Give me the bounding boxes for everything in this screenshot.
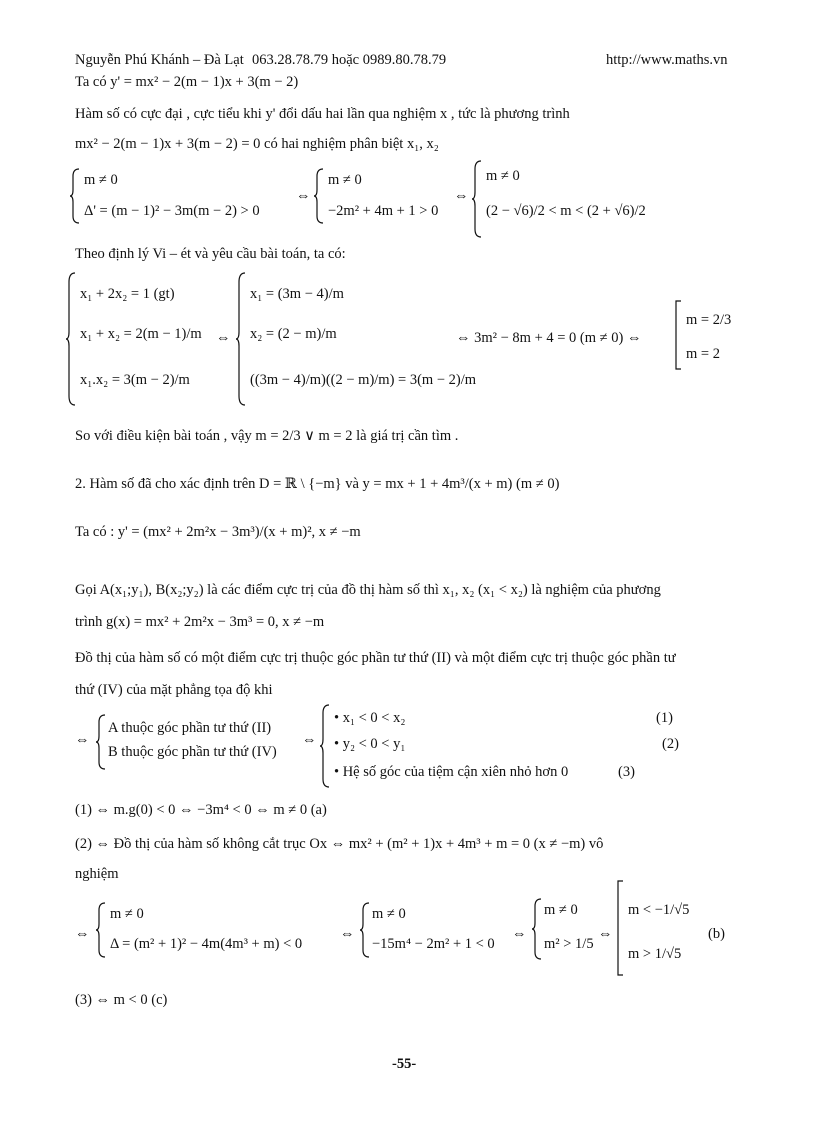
quad-line2: B thuộc góc phần tư thứ (IV)	[108, 744, 277, 760]
equiv-symbol: ⇔	[454, 188, 469, 204]
brace-icon	[360, 902, 370, 958]
quad-line1: A thuộc góc phần tư thứ (II)	[108, 720, 272, 736]
cond-line1: • x₁ < 0 < x₂	[334, 710, 406, 726]
equiv-symbol: ⇔	[512, 926, 527, 942]
equiv-symbol: ⇔	[75, 732, 90, 748]
cond-line3: • Hệ số góc của tiệm cận xiên nhỏ hơn 0	[334, 764, 569, 780]
bracket-icon	[616, 880, 624, 976]
cond-label1: (1)	[656, 710, 673, 726]
header-phone: 063.28.78.79 hoặc 0989.80.78.79	[252, 52, 447, 68]
line-quadrant2: thứ (IV) của mặt phẳng tọa độ khi	[75, 682, 273, 698]
line-cond2: (2) ⇔ Đồ thị của hàm số không cắt trục Ox ⇔ mx² + (m² + 1)x + 4m³ + m = 0 (x ≠ −m) vô	[75, 836, 604, 852]
sys1-line1: m ≠ 0	[84, 172, 118, 188]
equiv-symbol: ⇔	[216, 330, 231, 346]
cond-label3: (3)	[618, 764, 635, 780]
line-cond2b: nghiệm	[75, 866, 119, 882]
line-cond3: (3) ⇔ m < 0 (c)	[75, 992, 168, 1008]
line-viet: Theo định lý Vi – ét và yêu cầu bài toán, ta có:	[75, 246, 346, 262]
equiv-symbol: ⇔	[598, 926, 613, 942]
line-condition: Hàm số có cực đại , cực tiểu khi y' đổi dấu hai lần qua nghiệm x , tức là phương trình	[75, 106, 570, 122]
viet2-line1: x₁ = (3m − 4)/m	[250, 286, 344, 302]
viet-result: ⇔ 3m² − 8m + 4 = 0 (m ≠ 0) ⇔	[456, 330, 642, 346]
line-derivative2: Ta có : y' = (mx² + 2m²x − 3m³)/(x + m)², x ≠ −m	[75, 524, 361, 540]
brace-icon	[70, 168, 80, 224]
disc3-line1: m ≠ 0	[544, 902, 578, 918]
viet-line1: x₁ + 2x₂ = 1 (gt)	[80, 286, 175, 302]
equiv-symbol: ⇔	[340, 926, 355, 942]
bracket-icon	[674, 300, 682, 370]
brace-icon	[96, 714, 106, 770]
brace-icon	[472, 160, 482, 238]
line-part2: 2. Hàm số đã cho xác định trên D = ℝ \ {−m} và y = mx + 1 + 4m³/(x + m) (m ≠ 0)	[75, 476, 560, 492]
disc2-line1: m ≠ 0	[372, 906, 406, 922]
line-equation: mx² − 2(m − 1)x + 3(m − 2) = 0 có hai nghiệm phân biệt x₁, x₂	[75, 136, 439, 152]
line-cond1: (1) ⇔ m.g(0) < 0 ⇔ −3m⁴ < 0 ⇔ m ≠ 0 (a)	[75, 802, 327, 818]
header-website[interactable]: http://www.maths.vn	[606, 52, 728, 68]
viet2-line2: x₂ = (2 − m)/m	[250, 326, 337, 342]
sys2-line1: m ≠ 0	[328, 172, 362, 188]
header-author: Nguyễn Phú Khánh – Đà Lạt	[75, 52, 244, 68]
line-derivative: Ta có y' = mx² − 2(m − 1)x + 3(m − 2)	[75, 74, 299, 90]
sys3-line2: (2 − √6)/2 < m < (2 + √6)/2	[486, 203, 646, 219]
disc2-line2: −15m⁴ − 2m² + 1 < 0	[372, 936, 495, 952]
sys1-line2: Δ' = (m − 1)² − 3m(m − 2) > 0	[84, 203, 260, 219]
equiv-symbol: ⇔	[75, 926, 90, 942]
disc-sol2: m > 1/√5	[628, 946, 682, 962]
cond-label2: (2)	[662, 736, 679, 752]
equiv-symbol: ⇔	[302, 732, 317, 748]
disc-line2: Δ = (m² + 1)² − 4m(4m³ + m) < 0	[110, 936, 303, 952]
line-gx: trình g(x) = mx² + 2m²x − 3m³ = 0, x ≠ −m	[75, 614, 325, 630]
brace-icon	[66, 272, 76, 406]
brace-icon	[96, 902, 106, 958]
label-b: (b)	[708, 926, 725, 942]
brace-icon	[532, 898, 542, 960]
sys3-line1: m ≠ 0	[486, 168, 520, 184]
disc-line1: m ≠ 0	[110, 906, 144, 922]
sys2-line2: −2m² + 4m + 1 > 0	[328, 203, 439, 219]
disc3-line2: m² > 1/5	[544, 936, 594, 952]
brace-icon	[236, 272, 246, 406]
viet-sol1: m = 2/3	[686, 312, 732, 328]
brace-icon	[320, 704, 330, 788]
page-number: -55-	[392, 1056, 417, 1072]
viet2-line3: ((3m − 4)/m)((2 − m)/m) = 3(m − 2)/m	[250, 372, 477, 388]
line-extrema: Gọi A(x₁;y₁), B(x₂;y₂) là các điểm cực trị của đồ thị hàm số thì x₁, x₂ (x₁ < x₂) là nghiệm của phương	[75, 582, 661, 598]
line-quadrant: Đồ thị của hàm số có một điểm cực trị thuộc góc phần tư thứ (II) và một điểm cực trị thuộc góc phần tư	[75, 650, 676, 666]
cond-line2: • y₂ < 0 < y₁	[334, 736, 406, 752]
viet-sol2: m = 2	[686, 346, 720, 362]
disc-sol1: m < −1/√5	[628, 902, 690, 918]
viet-line3: x₁.x₂ = 3(m − 2)/m	[80, 372, 190, 388]
equiv-symbol: ⇔	[296, 188, 311, 204]
brace-icon	[314, 168, 324, 224]
viet-line2: x₁ + x₂ = 2(m − 1)/m	[80, 326, 202, 342]
line-conclusion: So với điều kiện bài toán , vậy m = 2/3 ∨ m = 2 là giá trị cần tìm .	[75, 428, 459, 444]
